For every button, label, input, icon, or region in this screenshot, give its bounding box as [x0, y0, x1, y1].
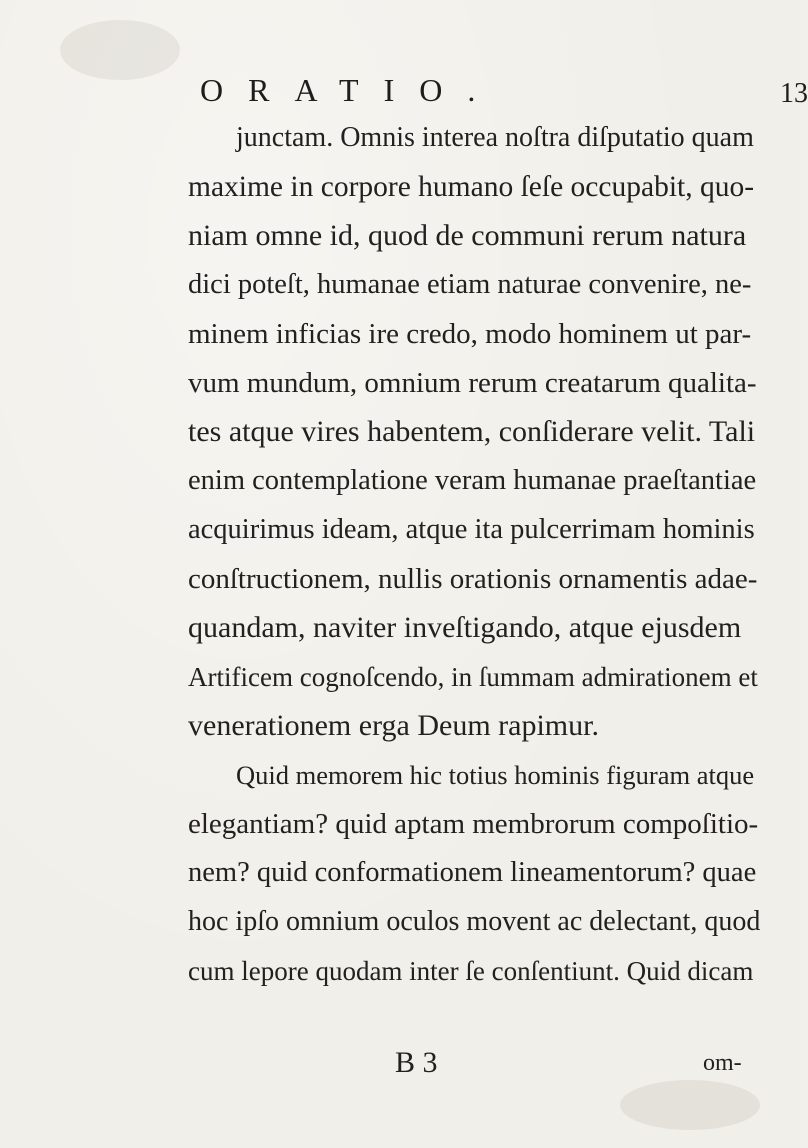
catchword: om- — [703, 1050, 742, 1076]
text-line: Artificem cognoſcendo, in ſummam admirationem et — [188, 662, 758, 692]
text-line: junctam. Omnis interea noſtra diſputatio quam — [236, 122, 754, 153]
text-line: conſtructionem, nullis orationis ornamentis adae- — [188, 563, 758, 595]
text-line: niam omne id, quod de communi rerum natura — [188, 219, 747, 252]
text-line: nem? quid conformationem lineamentorum? quae — [188, 857, 757, 888]
text-line: venerationem erga Deum rapimur. — [188, 709, 599, 742]
text-line: acquirimus ideam, atque ita pulcerrimam hominis — [188, 514, 755, 545]
text-line: cum lepore quodam inter ſe conſentiunt. Quid dicam — [188, 956, 754, 986]
text-line: dici poteſt, humanae etiam naturae convenire, ne- — [188, 269, 752, 300]
text-line: maxime in corpore humano ſeſe occupabit, quo- — [188, 171, 755, 203]
text-line: enim contemplatione veram humanae praeſtantiae — [188, 465, 757, 496]
text-line: minem inficias ire credo, modo hominem ut par- — [188, 318, 752, 350]
page-footer — [0, 1046, 800, 1090]
text-line: hoc ipſo omnium oculos movent ac delectant, quod — [188, 906, 761, 937]
text-line: Quid memorem hic totius hominis figuram atque — [236, 760, 755, 790]
running-title: ORATIO. — [200, 72, 501, 108]
text-line: elegantiam? quid aptam membrorum compoſitio- — [188, 808, 759, 840]
text-line: quandam, naviter inveſtigando, atque ejusdem — [188, 611, 742, 644]
paper-stain — [60, 20, 180, 80]
signature-mark: B 3 — [395, 1046, 438, 1079]
page-header — [200, 72, 808, 122]
page-number: 13 — [780, 78, 808, 109]
text-line: vum mundum, omnium rerum creatarum qualita- — [188, 367, 757, 399]
text-line: tes atque vires habentem, conſiderare velit. Tali — [188, 415, 756, 448]
